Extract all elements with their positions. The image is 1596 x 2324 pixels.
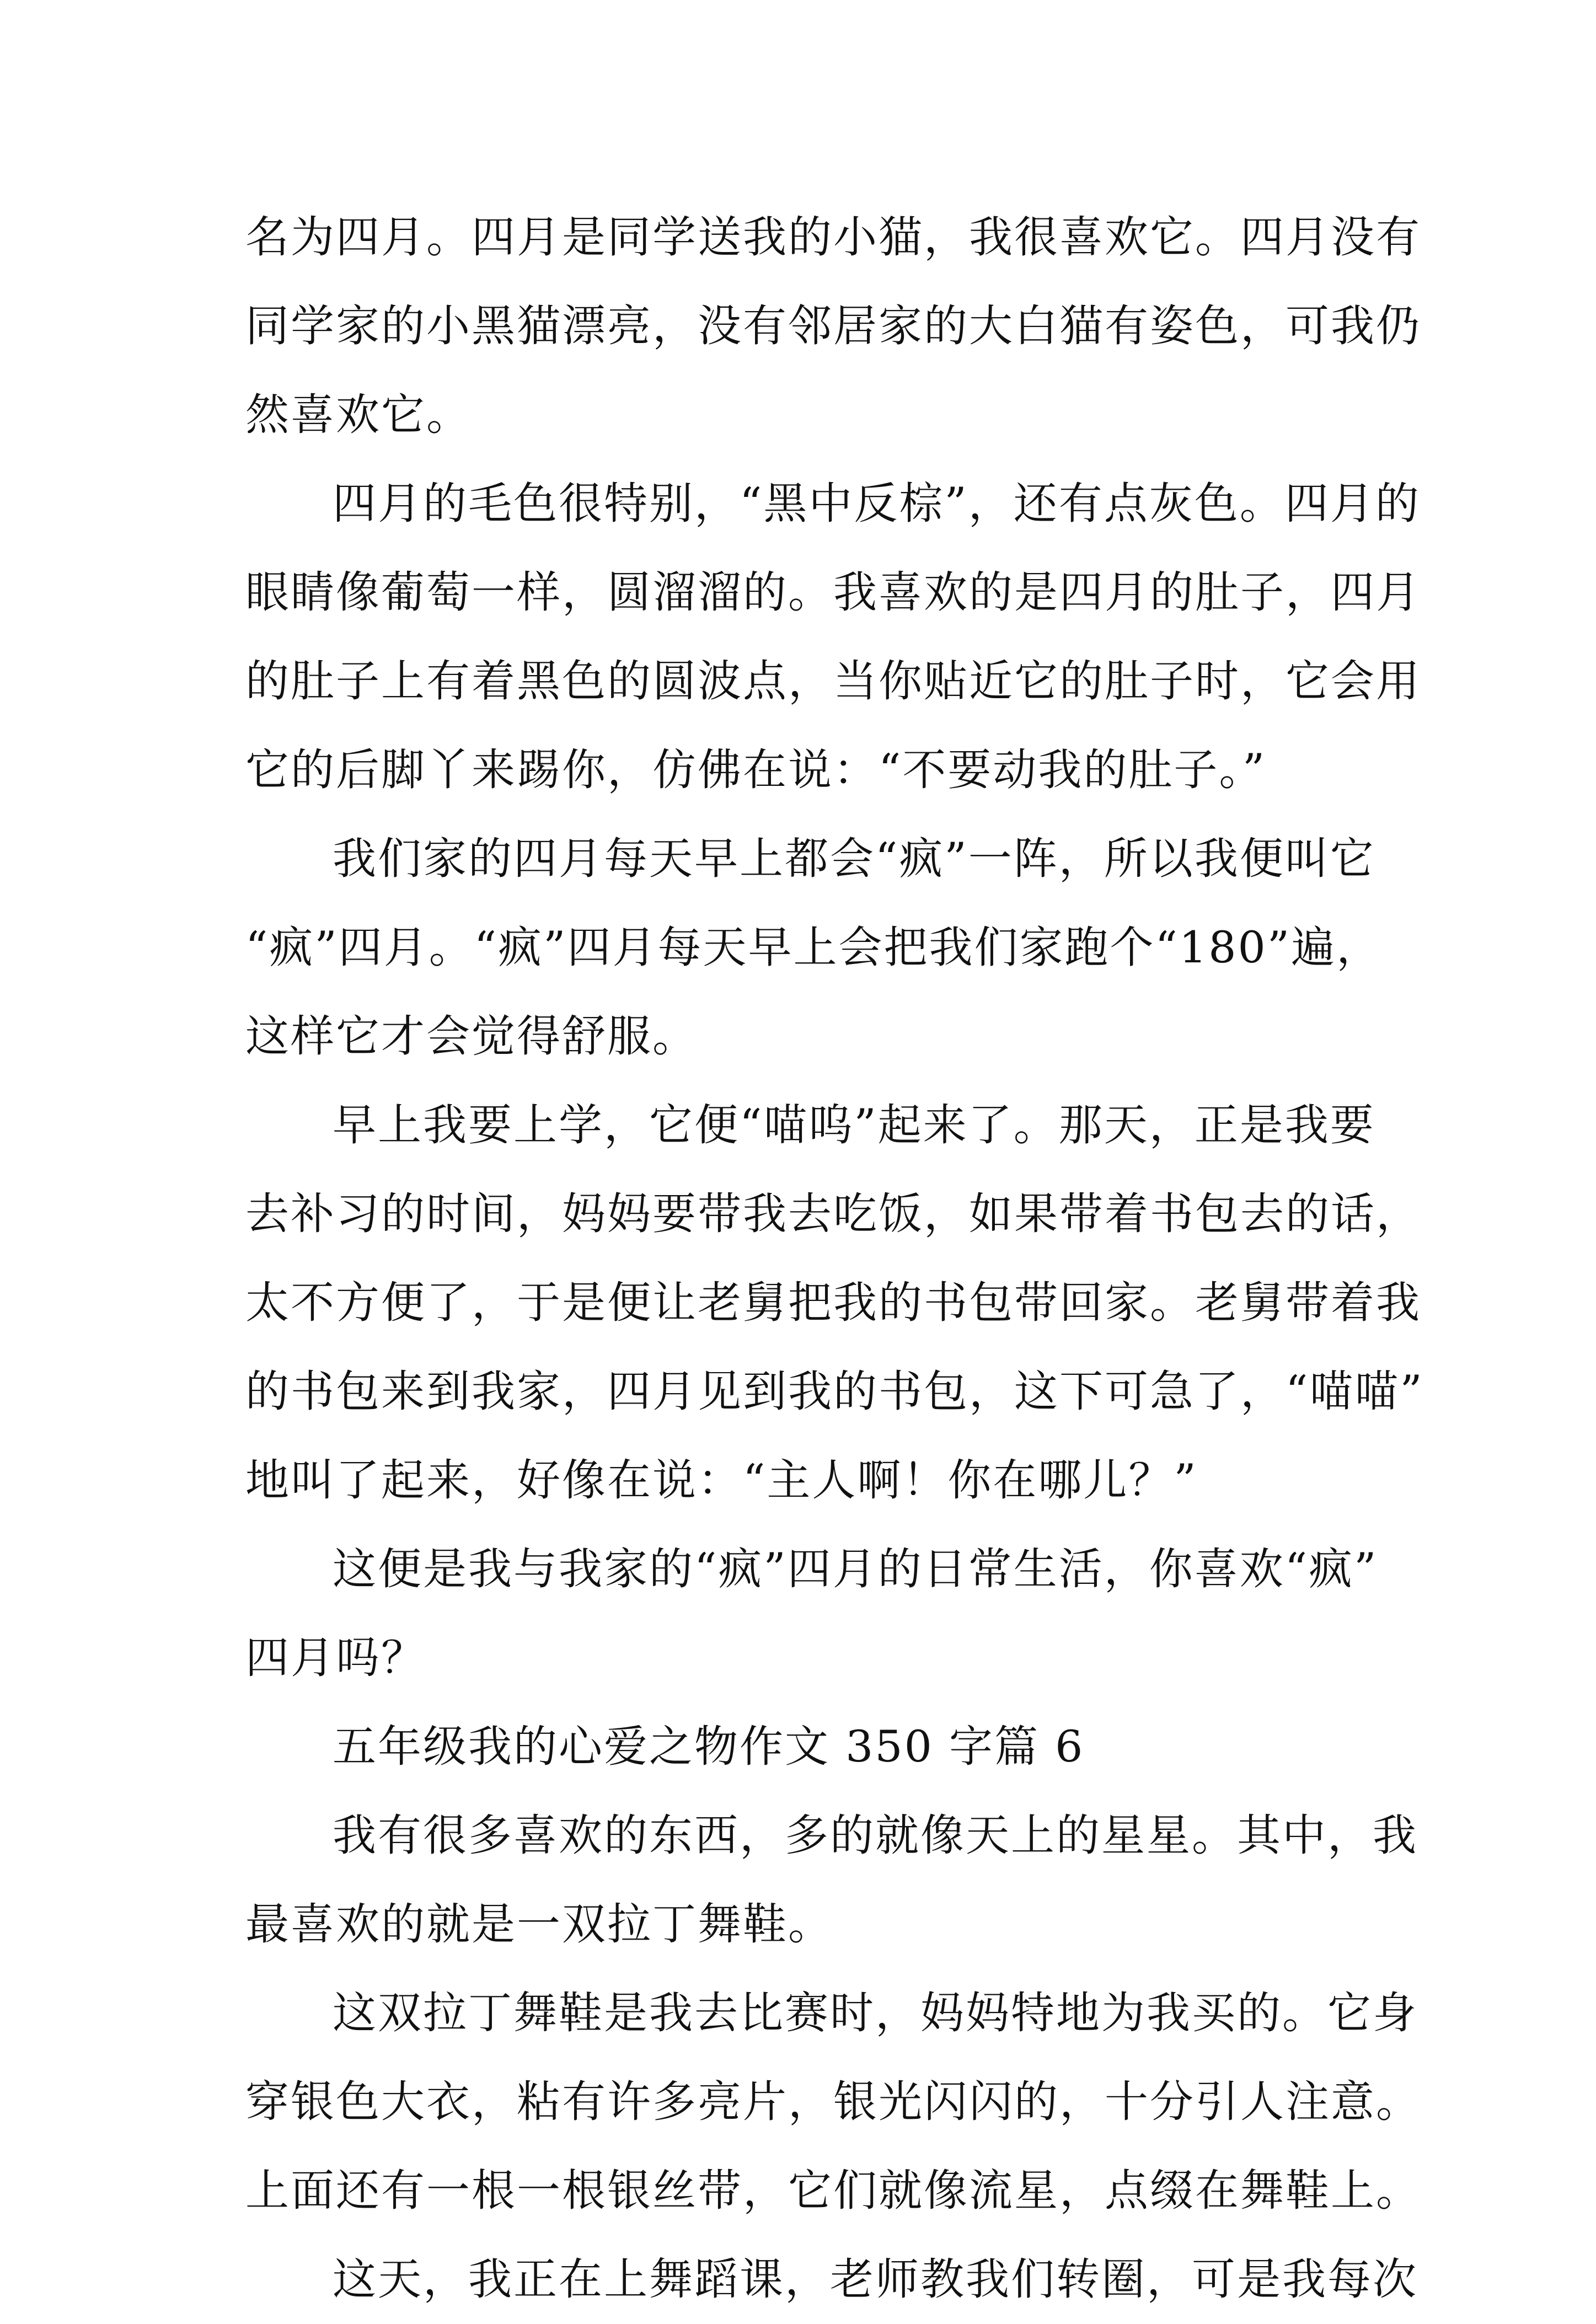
- section-heading: 五年级我的心爱之物作文 350 字篇 6: [333, 1721, 1085, 1772]
- text-line: 的书包来到我家，四月见到我的书包，这下可急了，“喵喵”: [245, 1366, 1424, 1417]
- text-line: 这天，我正在上舞蹈课，老师教我们转圈，可是我每次: [333, 2254, 1418, 2305]
- text-line: 这双拉丁舞鞋是我去比赛时，妈妈特地为我买的。它身: [333, 1988, 1418, 2038]
- text-line: 眼睛像葡萄一样，圆溜溜的。我喜欢的是四月的肚子，四月: [245, 567, 1421, 618]
- text-line: 这样它才会觉得舒服。: [245, 1011, 698, 1062]
- text-line: 上面还有一根一根银丝带，它们就像流星，点缀在舞鞋上。: [245, 2165, 1421, 2216]
- text-line: 太不方便了，于是便让老舅把我的书包带回家。老舅带着我: [245, 1277, 1421, 1328]
- text-line: 地叫了起来，好像在说：“主人啊！你在哪儿？”: [245, 1455, 1198, 1506]
- text-line: 这便是我与我家的“疯”四月的日常生活，你喜欢“疯”: [333, 1544, 1378, 1594]
- essay-text: [245, 193, 1424, 2324]
- text-line: 去补习的时间，妈妈要带我去吃饭，如果带着书包去的话，: [245, 1188, 1421, 1239]
- text-line: 四月的毛色很特别，“黑中反棕”，还有点灰色。四月的: [333, 478, 1421, 529]
- text-line: 名为四月。四月是同学送我的小猫，我很喜欢它。四月没有: [245, 212, 1421, 263]
- text-line: 同学家的小黑猫漂亮，没有邻居家的大白猫有姿色，可我仍: [245, 301, 1421, 351]
- text-line: 然喜欢它。: [245, 389, 472, 440]
- text-line: 四月吗？: [245, 1632, 426, 1683]
- text-line: 我有很多喜欢的东西，多的就像天上的星星。其中，我: [333, 1810, 1418, 1861]
- text-line: 最喜欢的就是一双拉丁舞鞋。: [245, 1899, 833, 1950]
- text-line: “疯”四月。“疯”四月每天早上会把我们家跑个“180”遍，: [245, 922, 1382, 973]
- text-line: 我们家的四月每天早上都会“疯”一阵，所以我便叫它: [333, 833, 1375, 884]
- text-line: 早上我要上学，它便“喵呜”起来了。那天，正是我要: [333, 1100, 1375, 1150]
- text-line: 它的后脚丫来踢你，仿佛在说：“不要动我的肚子。”: [245, 745, 1267, 795]
- text-line: 穿银色大衣，粘有许多亮片，银光闪闪的，十分引人注意。: [245, 2076, 1421, 2127]
- text-line: 的肚子上有着黑色的圆波点，当你贴近它的肚子时，它会用: [245, 656, 1421, 706]
